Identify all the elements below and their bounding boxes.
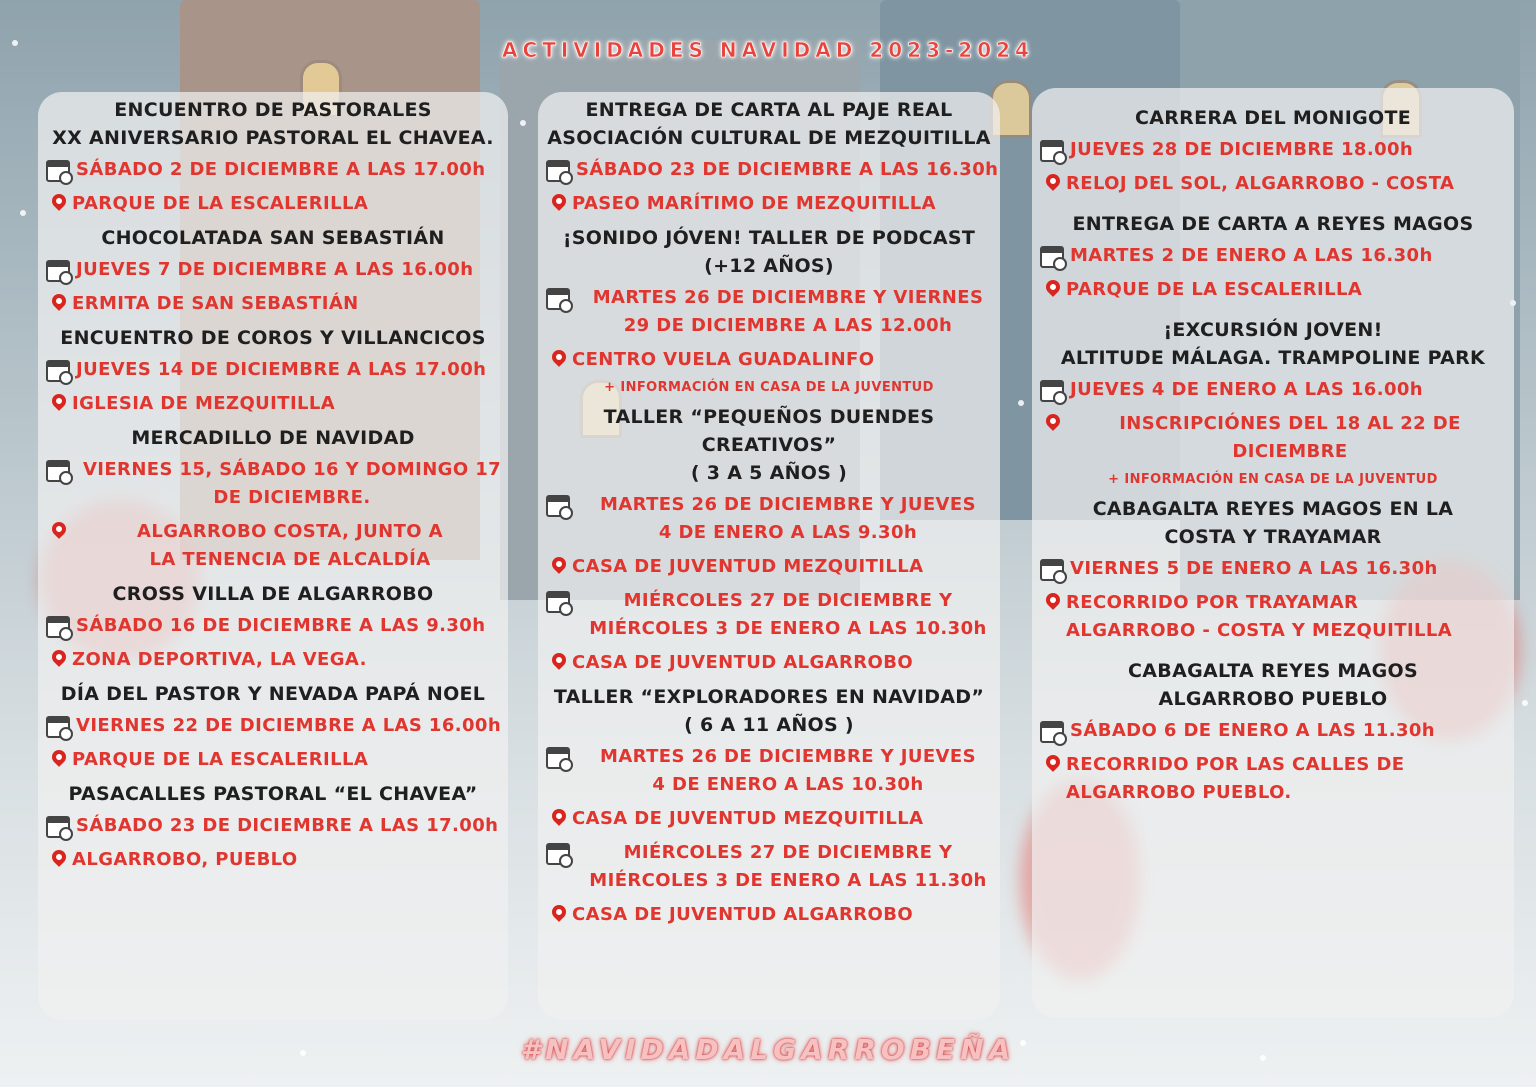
event-place (38, 190, 508, 218)
column-right (1032, 104, 1514, 813)
map-pin-icon (549, 347, 569, 367)
place-text: CASA DE JUVENTUD ALGARROBO (572, 652, 914, 673)
event-date (1032, 136, 1514, 164)
calendar-clock-icon (1040, 140, 1064, 162)
date-text: VIERNES 5 DE ENERO A LAS 16.30h (1070, 558, 1438, 579)
event (538, 683, 1000, 929)
event-place (38, 646, 508, 674)
event (38, 580, 508, 674)
map-pin-icon (1043, 752, 1063, 772)
map-pin-icon (549, 902, 569, 922)
map-pin-icon (49, 291, 69, 311)
page-title: ACTIVIDADES NAVIDAD 2023-2024 (502, 38, 1034, 62)
event (538, 96, 1000, 218)
map-pin-icon (1043, 171, 1063, 191)
map-pin-icon (549, 806, 569, 826)
snowflake (20, 210, 26, 216)
column-left (38, 96, 508, 880)
event-title: ¡EXCURSIÓN JOVEN! ALTITUDE MÁLAGA. TRAMPOLINE PARK (1060, 319, 1486, 369)
place-text: CASA DE JUVENTUD MEZQUITILLA (572, 808, 924, 829)
calendar-clock-icon (1040, 380, 1064, 402)
place-text: ALGARROBO COSTA, JUNTO A LA TENENCIA DE ALCALDÍA (137, 521, 443, 570)
event-place (1032, 276, 1514, 304)
calendar-clock-icon (46, 160, 70, 182)
place-text: CASA DE JUVENTUD MEZQUITILLA (572, 556, 924, 577)
calendar-clock-icon (546, 843, 570, 865)
calendar-clock-icon (46, 616, 70, 638)
event-place (538, 553, 1000, 581)
place-text: PARQUE DE LA ESCALERILLA (72, 749, 369, 770)
event (38, 224, 508, 318)
calendar-clock-icon (46, 260, 70, 282)
event (538, 403, 1000, 677)
place-text: RELOJ DEL SOL, ALGARROBO - COSTA (1066, 173, 1455, 194)
event-title: MERCADILLO DE NAVIDAD (131, 427, 415, 449)
event-place (1032, 170, 1514, 198)
date-text: SÁBADO 16 DE DICIEMBRE A LAS 9.30h (76, 615, 486, 636)
event-title: CARRERA DEL MONIGOTE (1134, 107, 1412, 129)
map-pin-icon (49, 191, 69, 211)
event (38, 424, 508, 574)
date-text: MIÉRCOLES 27 DE DICIEMBRE Y MIÉRCOLES 3 DE ENERO A LAS 11.30h (589, 842, 987, 891)
event-date (538, 491, 1000, 547)
place-text: PARQUE DE LA ESCALERILLA (1066, 279, 1363, 300)
date-text: JUEVES 4 DE ENERO A LAS 16.00h (1070, 379, 1424, 400)
event-place (1032, 589, 1514, 645)
event-title: CHOCOLATADA SAN SEBASTIÁN (101, 227, 445, 249)
calendar-clock-icon (1040, 559, 1064, 581)
place-text: ZONA DEPORTIVA, LA VEGA. (72, 649, 367, 670)
event-title: ENCUENTRO DE COROS Y VILLANCICOS (60, 327, 486, 349)
calendar-clock-icon (546, 288, 570, 310)
map-pin-icon (1043, 411, 1063, 431)
date-text: MARTES 26 DE DICIEMBRE Y JUEVES 4 DE ENERO A LAS 10.30h (600, 746, 976, 795)
event-title: DÍA DEL PASTOR Y NEVADA PAPÁ NOEL (60, 683, 486, 705)
map-pin-icon (549, 191, 569, 211)
event (38, 680, 508, 774)
date-text: JUEVES 14 DE DICIEMBRE A LAS 17.00h (76, 359, 487, 380)
place-text: ALGARROBO, PUEBLO (72, 849, 298, 870)
event-date (1032, 555, 1514, 583)
event-date (38, 456, 508, 512)
date-text: MIÉRCOLES 27 DE DICIEMBRE Y MIÉRCOLES 3 DE ENERO A LAS 10.30h (589, 590, 987, 639)
event-date (538, 743, 1000, 799)
date-text: VIERNES 15, SÁBADO 16 Y DOMINGO 17 DE DICIEMBRE. (82, 459, 502, 508)
event-date (538, 284, 1000, 340)
event-place (538, 190, 1000, 218)
event-title: CABAGALTA REYES MAGOS ALGARROBO PUEBLO (1128, 660, 1418, 710)
event-date (38, 256, 508, 284)
event-place (38, 518, 508, 574)
place-text: IGLESIA DE MEZQUITILLA (72, 393, 336, 414)
map-pin-icon (49, 647, 69, 667)
calendar-clock-icon (546, 591, 570, 613)
map-pin-icon (1043, 277, 1063, 297)
calendar-clock-icon (546, 495, 570, 517)
event-place (538, 901, 1000, 929)
date-text: JUEVES 28 DE DICIEMBRE 18.00h (1070, 139, 1414, 160)
calendar-clock-icon (46, 460, 70, 482)
event-place (38, 290, 508, 318)
event (1032, 104, 1514, 198)
date-text: SÁBADO 2 DE DICIEMBRE A LAS 17.00h (76, 159, 486, 180)
calendar-clock-icon (546, 160, 570, 182)
hashtag: #NAVIDADALGARROBEÑA (520, 1033, 1016, 1066)
map-pin-icon (49, 391, 69, 411)
event (38, 780, 508, 874)
event-date (38, 356, 508, 384)
place-text: ERMITA DE SAN SEBASTIÁN (72, 293, 359, 314)
calendar-clock-icon (1040, 246, 1064, 268)
event (1032, 657, 1514, 807)
info-note: + INFORMACIÓN EN CASA DE LA JUVENTUD (1108, 472, 1438, 487)
place-text: RECORRIDO POR LAS CALLES DE ALGARROBO PUEBLO. (1066, 754, 1405, 803)
event-date (538, 156, 1000, 184)
map-pin-icon (549, 554, 569, 574)
place-text: CENTRO VUELA GUADALINFO (572, 349, 875, 370)
event-date (38, 156, 508, 184)
date-text: MARTES 2 DE ENERO A LAS 16.30h (1070, 245, 1433, 266)
event-place (538, 805, 1000, 833)
event-date (1032, 376, 1514, 404)
snowflake (520, 120, 526, 126)
calendar-clock-icon (46, 360, 70, 382)
place-text: INSCRIPCIÓNES DEL 18 AL 22 DE DICIEMBRE (1119, 413, 1461, 462)
date-text: SÁBADO 23 DE DICIEMBRE A LAS 16.30h (576, 159, 999, 180)
event-date (538, 839, 1000, 895)
event-title: TALLER “PEQUEÑOS DUENDES CREATIVOS” ( 3 A 5 AÑOS ) (603, 406, 935, 484)
calendar-clock-icon (46, 816, 70, 838)
place-text: CASA DE JUVENTUD ALGARROBO (572, 904, 914, 925)
event-place (38, 390, 508, 418)
event-place (1032, 410, 1514, 466)
calendar-clock-icon (1040, 721, 1064, 743)
event-date (38, 812, 508, 840)
event-place (38, 746, 508, 774)
map-pin-icon (49, 519, 69, 539)
event-title: ENTREGA DE CARTA AL PAJE REAL ASOCIACIÓN CULTURAL DE MEZQUITILLA (547, 99, 991, 149)
map-pin-icon (549, 650, 569, 670)
event-title: CABAGALTA REYES MAGOS EN LA COSTA Y TRAYAMAR (1092, 498, 1454, 548)
date-text: SÁBADO 6 DE ENERO A LAS 11.30h (1070, 720, 1436, 741)
event-date (38, 612, 508, 640)
event-place (538, 649, 1000, 677)
event-title: ENTREGA DE CARTA A REYES MAGOS (1072, 213, 1474, 235)
event-date (538, 587, 1000, 643)
event (538, 224, 1000, 395)
calendar-clock-icon (546, 747, 570, 769)
date-text: MARTES 26 DE DICIEMBRE Y JUEVES 4 DE ENERO A LAS 9.30h (600, 494, 976, 543)
date-text: VIERNES 22 DE DICIEMBRE A LAS 16.00h (76, 715, 502, 736)
date-text: MARTES 26 DE DICIEMBRE Y VIERNES 29 DE DICIEMBRE A LAS 12.00h (592, 287, 984, 336)
event (1032, 495, 1514, 645)
map-pin-icon (49, 747, 69, 767)
info-note: + INFORMACIÓN EN CASA DE LA JUVENTUD (604, 380, 934, 395)
event-title: TALLER “EXPLORADORES EN NAVIDAD” ( 6 A 11 AÑOS ) (553, 686, 985, 736)
event-title: PASACALLES PASTORAL “EL CHAVEA” (68, 783, 478, 805)
event-date (38, 712, 508, 740)
map-pin-icon (1043, 590, 1063, 610)
event-date (1032, 242, 1514, 270)
event-place (1032, 751, 1514, 807)
event (38, 96, 508, 218)
event-place (538, 346, 1000, 374)
event-title: ¡SONIDO JÓVEN! TALLER DE PODCAST (+12 AÑOS) (562, 227, 976, 277)
event-date (1032, 717, 1514, 745)
date-text: JUEVES 7 DE DICIEMBRE A LAS 16.00h (76, 259, 474, 280)
event-title: CROSS VILLA DE ALGARROBO (112, 583, 434, 605)
date-text: SÁBADO 23 DE DICIEMBRE A LAS 17.00h (76, 815, 499, 836)
column-center (538, 96, 1000, 935)
snowflake (1522, 700, 1528, 706)
map-pin-icon (49, 847, 69, 867)
event-title: ENCUENTRO DE PASTORALES XX ANIVERSARIO PASTORAL EL CHAVEA. (52, 99, 494, 149)
place-text: PASEO MARÍTIMO DE MEZQUITILLA (572, 193, 936, 214)
event (38, 324, 508, 418)
event (1032, 316, 1514, 487)
calendar-clock-icon (46, 716, 70, 738)
place-text: RECORRIDO POR TRAYAMAR ALGARROBO - COSTA Y MEZQUITILLA (1066, 592, 1453, 641)
event-place (38, 846, 508, 874)
snowflake (1018, 400, 1024, 406)
place-text: PARQUE DE LA ESCALERILLA (72, 193, 369, 214)
event (1032, 210, 1514, 304)
